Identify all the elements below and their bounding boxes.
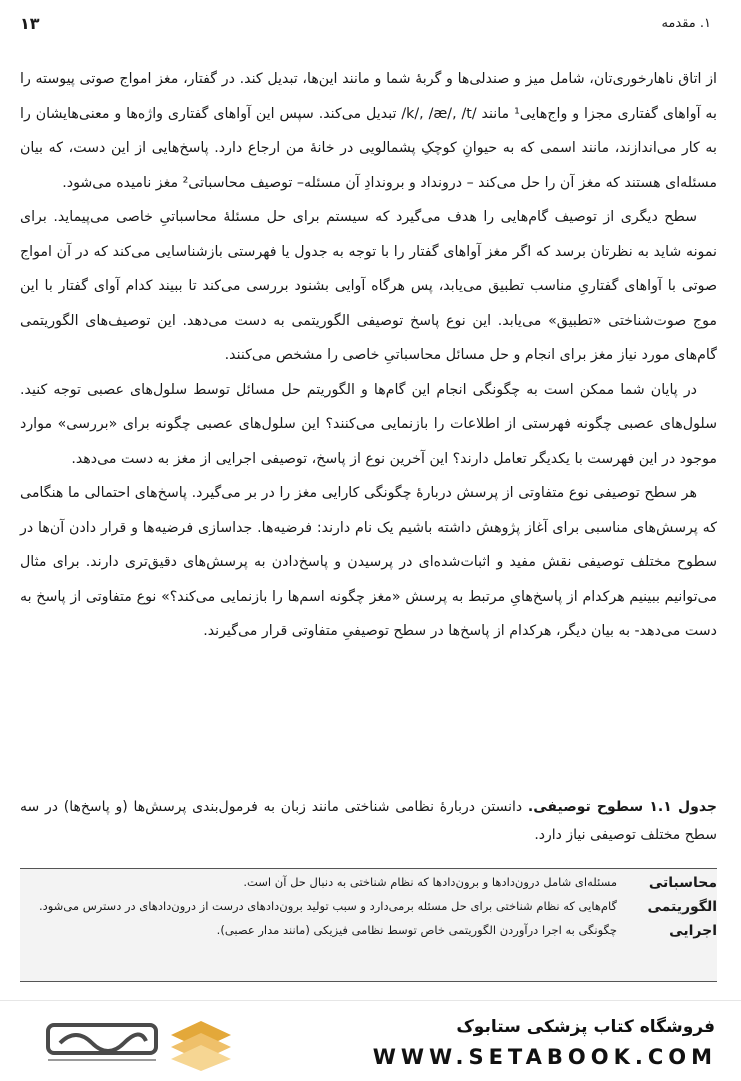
setabook-wordmark-icon <box>48 1025 156 1061</box>
page-number: ۱۳ <box>20 13 40 33</box>
table-row <box>20 869 717 893</box>
book-stack-icon <box>171 1021 231 1071</box>
table-caption-label: جدول ۱.۱ سطوح توصیفی. <box>527 799 718 815</box>
table-definition: چگونگی به اجرا درآوردن الگوریتمی خاص توسط نظامی فیزیکی (مانند مدار عصبی). <box>216 923 617 937</box>
store-footer <box>0 1000 741 1081</box>
table-definition: گام‌هایی که نظام شناختی برای حل مسئله برمی‌دارد و سبب تولید برون‌دادهای درست از درون‌دادهای در دسترس می‌شود. <box>38 899 617 913</box>
running-head <box>20 10 711 36</box>
table-definition: مسئله‌ای شامل درون‌دادها و برون‌دادها که نظام شناختی به دنبال حل آن است. <box>243 875 617 889</box>
paragraph: در پایان شما ممکن است به چگونگی انجام این گام‌ها و الگوریتم حل مسائل توسط سلول‌های عصبی توجه کنید. سلول‌های عصبی چگونه فهرستی از اطلاعات را بازنمایی می‌کنند؟ این سلول‌های عصبی چگونه برای «بررسی» موارد موجود در این فهرست با یکدیگر تعامل دارند؟ این آخرین نوع از پاسخ، توصیفی اجرایی از مغز به دست می‌دهد. <box>20 381 717 467</box>
table-caption-text: دانستن دربارهٔ نظامی شناختی مانند زبان به فرمول‌بندی پرسش‌ها (و پاسخ‌ها) در سه سطح مختلف توصیفی نیاز دارد. <box>20 799 717 843</box>
setabook-logo[interactable] <box>36 1013 256 1073</box>
paragraph: از اتاق ناهارخوری‌تان، شامل میز و صندلی‌ها و گربهٔ شما و مانند این‌ها، تبدیل کند. در گفتار، مغز امواج صوتی پیوسته را به آواهای گفتاری مجزا و واج‌هایی¹ مانند /k/, /æ/, /t/ تبدیل می‌کند. سپس این آواهای گفتاری واژه‌ها و معنی‌هایشان را به کار می‌اندازند، مانند اسمی که به حیوانِ کوچکِ پشمالویی در خانهٔ من ارجاع دارد. پاسخ‌هایی از این دست، که بیان مسئله‌ای هستند که مغز آن را حل می‌کند – درونداد و بروندادِ آن مسئله– توصیف محاسباتی² مغز نامیده می‌شود. <box>20 71 717 191</box>
table-term: محاسباتی <box>648 875 717 891</box>
table-row <box>20 893 717 917</box>
paragraph: سطح دیگری از توصیف گام‌هایی را هدف می‌گیرد که سیستم برای حل مسئلهٔ محاسباتیِ خاصی می‌پیماید. برای نمونه شاید به نظرتان برسد که اگر مغز آواهای گفتار را با توجه به جدول یا فهرستی بازشناسایی می‌کند که در آن امواج صوتی با آواهای گفتاریِ مناسب تطبیق می‌یابد، پس هرگاه آوایی بشنود بررسی می‌کند تا ببیند کدام آوای گفتار با این موج صوت‌شناختی «تطبیق» می‌یابد. این نوع پاسخ توصیفی الگوریتمی به دست می‌دهد. این توصیف‌های الگوریتمی گام‌های مورد نیاز مغز برای انجام و حل مسائل محاسباتیِ خاصی را مشخص می‌کنند. <box>20 209 717 363</box>
table-caption <box>20 793 717 849</box>
store-name: فروشگاه کتاب پزشکی ستابوک <box>456 1017 715 1037</box>
levels-table <box>20 868 717 982</box>
chapter-title: ۱. مقدمه <box>661 15 711 31</box>
store-url[interactable]: WWW.SETABOOK.COM <box>372 1045 717 1069</box>
paragraph: هر سطح توصیفی نوع متفاوتی از پرسش دربارهٔ چگونگی کارایی مغز را در بر می‌گیرد. پاسخ‌های احتمالی ما هنگامی که پرسش‌های مناسبی برای آغاز پژوهش داشته باشیم یک نام دارند: فرضیه‌ها. جداسازی فرضیه‌ها و قرار دادن آن‌ها در سطوح مختلف توصیفی نقش مفید و اثبات‌شده‌ای در پرسیدن و پاسخ‌دادن به پرسش‌های دقیق‌تری دارند. برای مثال می‌توانیم ببینیم هرکدام از پاسخ‌هایِ مرتبط به پرسش «مغز چگونه اسم‌ها را بازنمایی می‌کند؟» نوع متفاوتی از پاسخ به دست می‌دهد- به بیان دیگر، هرکدام از پاسخ‌ها در سطح توصیفیِ متفاوتی قرار می‌گیرند. <box>20 485 717 639</box>
table-row <box>20 917 717 941</box>
table-term: الگوریتمی <box>647 899 717 915</box>
body-text <box>20 62 717 649</box>
table-term: اجرایی <box>669 923 717 939</box>
